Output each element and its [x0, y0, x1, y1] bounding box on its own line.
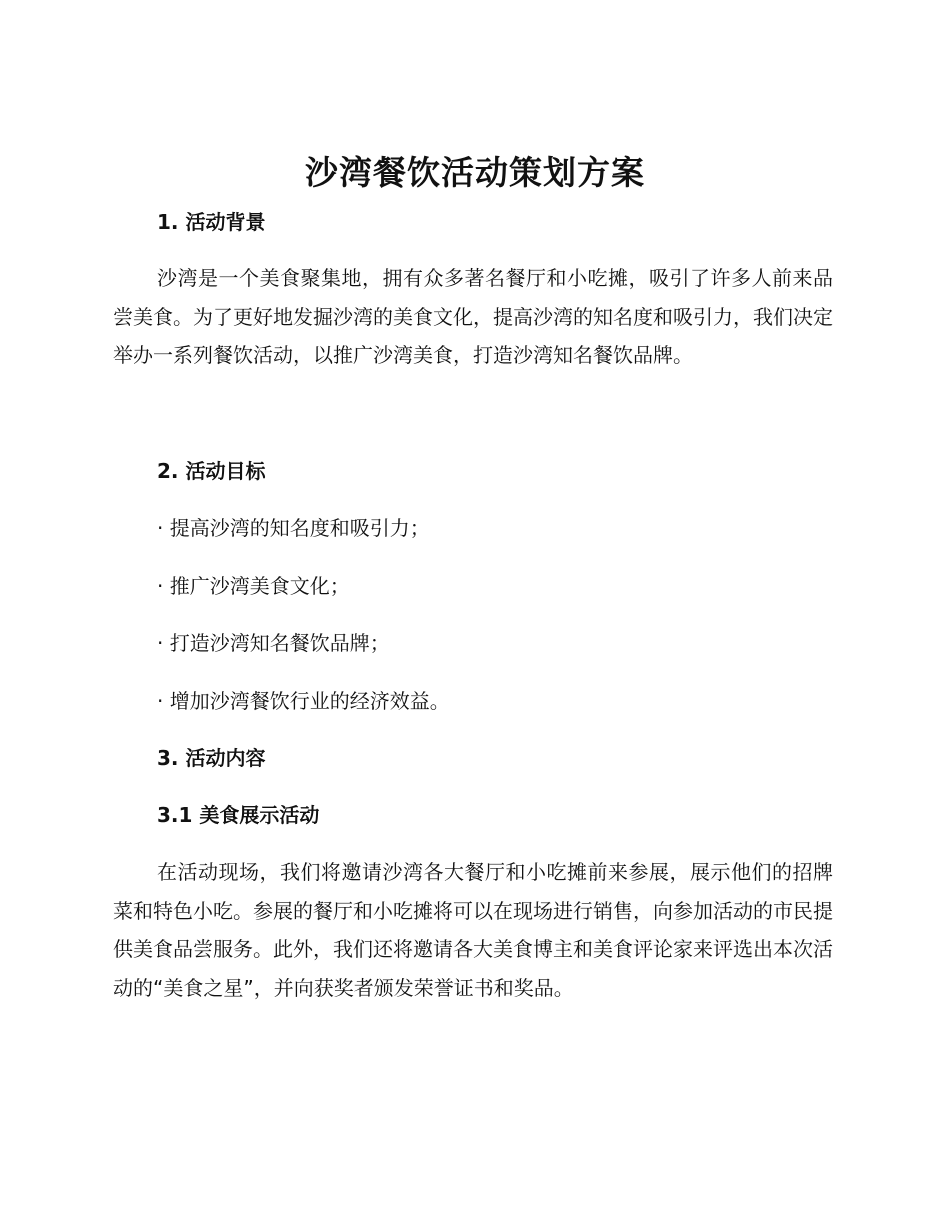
section-heading-content: 3. 活动内容 — [157, 746, 266, 770]
section-heading-background: 1. 活动背景 — [157, 210, 266, 234]
subsection-heading-food-showcase: 3.1 美食展示活动 — [157, 803, 320, 827]
section-heading-goals: 2. 活动目标 — [157, 459, 266, 483]
goal-item: · 提高沙湾的知名度和吸引力； — [157, 516, 430, 540]
goal-item: · 推广沙湾美食文化； — [157, 574, 350, 598]
goal-item: · 打造沙湾知名餐饮品牌； — [157, 631, 390, 655]
background-paragraph: 沙湾是一个美食聚集地，拥有众多著名餐厅和小吃摊，吸引了许多人前来品尝美食。为了更好地发掘沙湾的美食文化，提高沙湾的知名度和吸引力，我们决定举办一系列餐饮活动，以推广沙湾美食，打造沙湾知名餐饮品牌。 — [113, 266, 833, 367]
goal-item: · 增加沙湾餐饮行业的经济效益。 — [157, 689, 450, 713]
document-title: 沙湾餐饮活动策划方案 — [305, 153, 645, 192]
food-showcase-paragraph: 在活动现场，我们将邀请沙湾各大餐厅和小吃摊前来参展，展示他们的招牌菜和特色小吃。参展的餐厅和小吃摊将可以在现场进行销售，向参加活动的市民提供美食品尝服务。此外，我们还将邀请各大美食博主和美食评论家来评选出本次活动的“美食之星”，并向获奖者颁发荣誉证书和奖品。 — [113, 860, 833, 1000]
